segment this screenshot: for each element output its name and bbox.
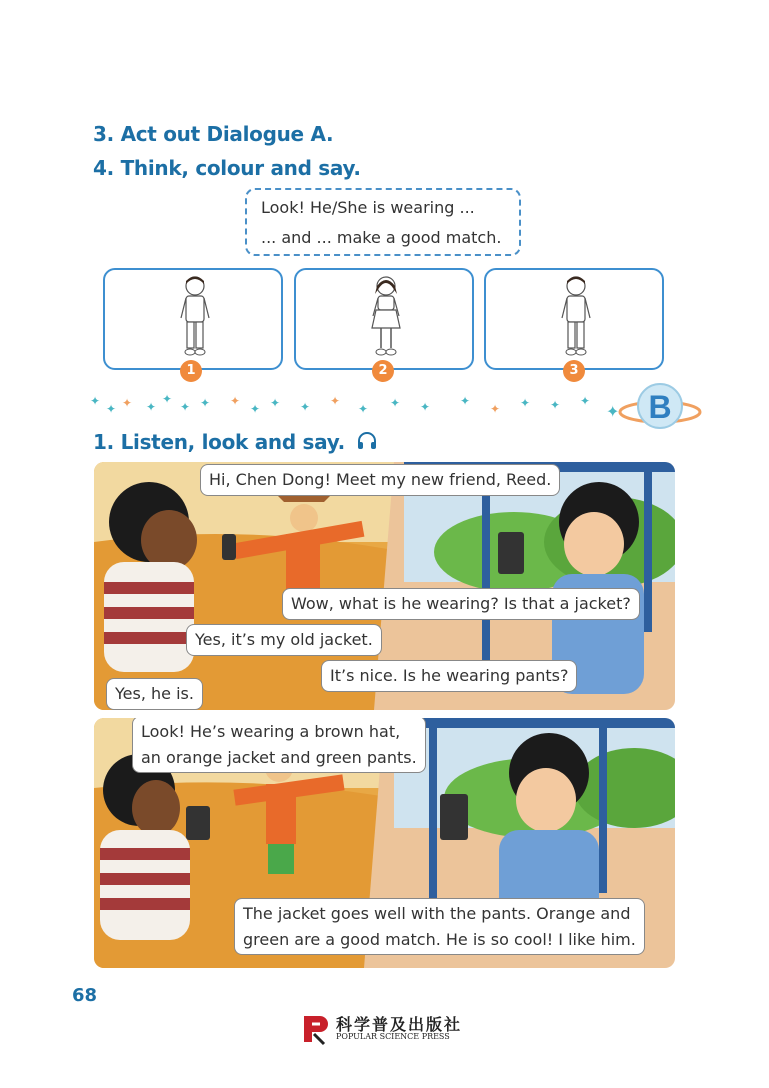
colouring-card-3[interactable] xyxy=(484,268,664,370)
card-number-3: 3 xyxy=(563,360,585,382)
speech-bubble: Yes, he is. xyxy=(106,678,203,710)
comic-panel-1 xyxy=(94,462,675,710)
card-number-1: 1 xyxy=(180,360,202,382)
card-number-2: 2 xyxy=(372,360,394,382)
activity-3-heading: 3. Act out Dialogue A. xyxy=(93,122,334,146)
bubble-line: The jacket goes well with the pants. Orange and xyxy=(243,904,631,923)
publisher-name-en: POPULAR SCIENCE PRESS xyxy=(336,1032,450,1041)
activity-4-heading: 4. Think, colour and say. xyxy=(93,156,361,180)
publisher-mark-icon xyxy=(300,1012,330,1046)
boy-outline-figure xyxy=(167,274,223,364)
activity-b1-text: 1. Listen, look and say. xyxy=(93,430,345,454)
section-b-badge xyxy=(618,378,702,438)
publisher-name-cn: 科学普及出版社 xyxy=(336,1015,463,1034)
prompt-line-1: Look! He/She is wearing ... xyxy=(261,198,475,217)
speech-bubble xyxy=(234,898,645,955)
speech-bubble: Yes, it’s my old jacket. xyxy=(186,624,382,656)
girl-outline-figure xyxy=(358,274,414,364)
bubble-line: Look! He’s wearing a brown hat, xyxy=(141,722,401,741)
bubble-line: an orange jacket and green pants. xyxy=(141,747,417,767)
bubble-line: green are a good match. He is so cool! I like him. xyxy=(243,929,636,949)
headphones-icon[interactable] xyxy=(356,431,378,456)
prompt-line-2: ... and ... make a good match. xyxy=(261,228,502,247)
speech-bubble: Wow, what is he wearing? Is that a jacket? xyxy=(282,588,640,620)
comic-panel-2 xyxy=(94,718,675,968)
publisher-logo xyxy=(300,1010,500,1050)
sparkle-divider: ✦ ✦ ✦ ✦ ✦ ✦ ✦ ✦ ✦ ✦ ✦ ✦ ✦ ✦ ✦ ✦ ✦ ✦ ✦ ✦ ✦ xyxy=(90,392,620,421)
page-number: 68 xyxy=(72,985,98,1006)
speech-bubble xyxy=(132,718,426,773)
svg-text:B: B xyxy=(648,389,672,425)
sentence-prompt-box xyxy=(245,188,521,256)
speech-bubble: Hi, Chen Dong! Meet my new friend, Reed. xyxy=(200,464,560,496)
colouring-card-1[interactable] xyxy=(103,268,283,370)
colouring-card-2[interactable] xyxy=(294,268,474,370)
boy-outline-figure xyxy=(548,274,604,364)
activity-b1-heading xyxy=(93,430,378,456)
speech-bubble: It’s nice. Is he wearing pants? xyxy=(321,660,577,692)
